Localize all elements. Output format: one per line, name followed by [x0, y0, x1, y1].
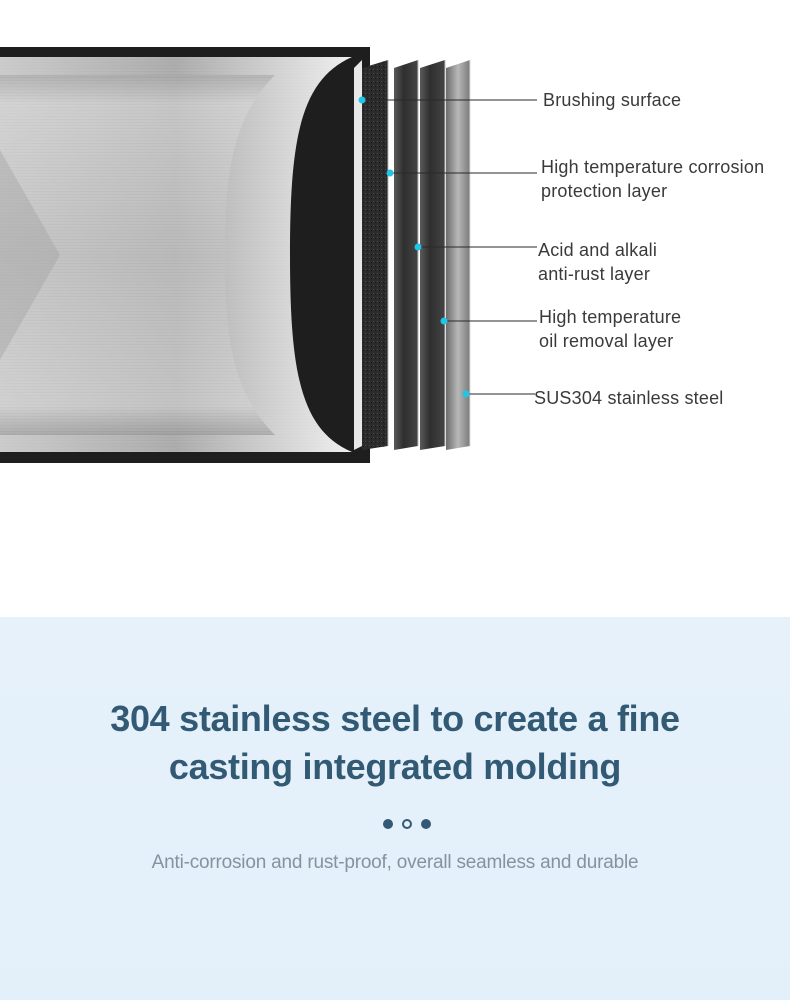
callout-sus304-steel: SUS304 stainless steel	[534, 388, 724, 408]
callout-acid-alkali-layer: Acid and alkali anti-rust layer	[538, 240, 658, 284]
marker-dot-acid	[415, 244, 422, 251]
callout-corrosion-layer: High temperature corrosion protection layer	[541, 157, 765, 201]
marker-dot-brushing	[359, 97, 366, 104]
banner-headline: 304 stainless steel to create a fine casting integrated molding	[110, 698, 680, 787]
decorative-dots	[383, 817, 433, 831]
feature-banner	[0, 617, 790, 1000]
marker-dot-sus304	[463, 391, 470, 398]
ring-dot-icon	[402, 819, 412, 829]
marker-dot-oil	[441, 318, 448, 325]
brushing-surface-layer	[354, 60, 362, 450]
oil-removal-layer	[420, 60, 445, 450]
banner-subtitle: Anti-corrosion and rust-proof, overall seamless and durable	[151, 852, 639, 873]
dot-icon	[383, 819, 393, 829]
dot-icon	[421, 819, 431, 829]
marker-dot-corrosion	[387, 170, 394, 177]
corrosion-protection-layer	[362, 60, 388, 450]
callout-oil-removal-layer: High temperature oil removal layer	[539, 307, 682, 351]
callout-brushing-surface: Brushing surface	[543, 90, 682, 110]
acid-alkali-layer	[394, 60, 418, 450]
